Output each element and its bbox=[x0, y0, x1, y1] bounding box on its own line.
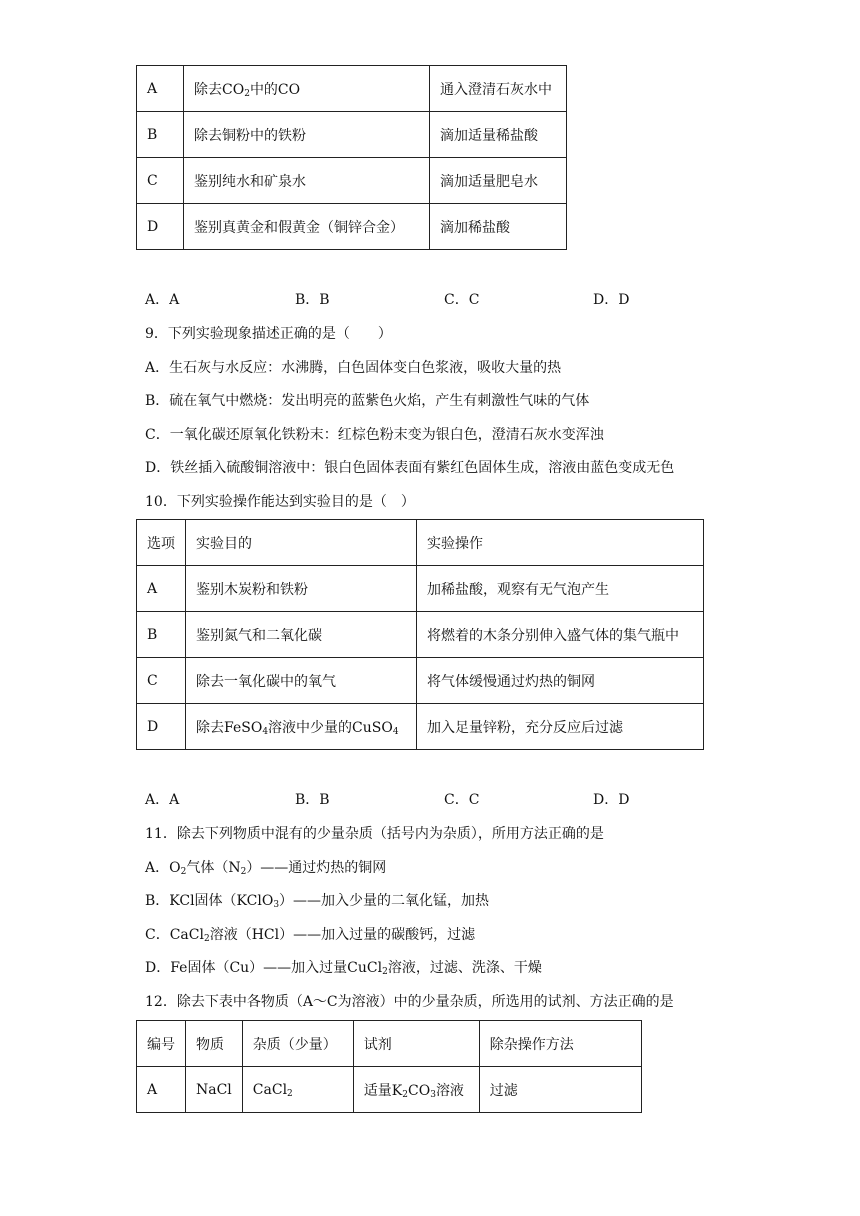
row-operation: 将燃着的木条分别伸入盛气体的集气瓶中 bbox=[417, 612, 704, 658]
header-operation: 实验操作 bbox=[417, 520, 704, 566]
option-d[interactable]: D．D bbox=[593, 292, 630, 308]
table-row bbox=[137, 1067, 642, 1113]
table-row bbox=[137, 566, 704, 612]
q11-option-d[interactable]: D．Fe固体（Cu）——加入过量CuCl$_2$溶液，过滤、洗涤、干燥 bbox=[145, 960, 542, 977]
row-method: 过滤 bbox=[479, 1067, 641, 1113]
row-label: D bbox=[137, 204, 184, 250]
q9-option-b[interactable]: B．硫在氧气中燃烧：发出明亮的蓝紫色火焰，产生有刺激性气味的气体 bbox=[145, 393, 590, 409]
q9-option-c[interactable]: C．一氧化碳还原氧化铁粉末：红棕色粉末变为银白色，澄清石灰水变浑浊 bbox=[145, 427, 604, 443]
q9-option-d[interactable]: D．铁丝插入硫酸铜溶液中：银白色固体表面有紫红色固体生成，溶液由蓝色变成无色 bbox=[145, 460, 675, 476]
q11-option-a[interactable]: A．$O_2$气体$(N_2)——$通过灼热的铜网 bbox=[145, 860, 387, 877]
row-method: 通入澄清石灰水中 bbox=[430, 66, 567, 112]
row-label: D bbox=[137, 704, 186, 750]
row-operation: 加入足量锌粉，充分反应后过滤 bbox=[417, 704, 704, 750]
row-impurity: CaCl$_2$ bbox=[242, 1067, 353, 1113]
row-operation: 除去$CO_2$中的CO bbox=[184, 66, 430, 112]
row-method: 滴加稀盐酸 bbox=[430, 204, 567, 250]
q12-stem: 12．除去下表中各物质（A～C为溶液）中的少量杂质，所选用的试剂、方法正确的是 bbox=[145, 994, 674, 1010]
option-d[interactable]: D．D bbox=[593, 792, 630, 808]
row-label: A bbox=[137, 566, 186, 612]
table-row bbox=[137, 158, 567, 204]
table-row bbox=[137, 612, 704, 658]
q12-table bbox=[136, 1020, 642, 1113]
q10-stem: 10．下列实验操作能达到实验目的是（ ） bbox=[145, 494, 415, 510]
header-reagent: 试剂 bbox=[353, 1021, 479, 1067]
row-label: A bbox=[137, 66, 184, 112]
table-row bbox=[137, 204, 567, 250]
row-reagent: 适量$K_2CO_3$溶液 bbox=[353, 1067, 479, 1113]
q8-options bbox=[145, 290, 665, 310]
table-row bbox=[137, 704, 704, 750]
row-goal: 除去一氧化碳中的氧气 bbox=[186, 658, 417, 704]
q10-table bbox=[136, 519, 704, 750]
row-operation: 将气体缓慢通过灼热的铜网 bbox=[417, 658, 704, 704]
option-b[interactable]: B．B bbox=[295, 292, 330, 308]
row-operation: 鉴别真黄金和假黄金（铜锌合金） bbox=[184, 204, 430, 250]
q9-option-a[interactable]: A．生石灰与水反应：水沸腾，白色固体变白色浆液，吸收大量的热 bbox=[145, 360, 562, 376]
row-operation: 除去铜粉中的铁粉 bbox=[184, 112, 430, 158]
header-method: 除杂操作方法 bbox=[479, 1021, 641, 1067]
q9-stem: 9．下列实验现象描述正确的是（ ） bbox=[145, 326, 392, 342]
row-label: B bbox=[137, 112, 184, 158]
option-c[interactable]: C．C bbox=[444, 292, 480, 308]
row-method: 滴加适量稀盐酸 bbox=[430, 112, 567, 158]
row-label: C bbox=[137, 658, 186, 704]
header-goal: 实验目的 bbox=[186, 520, 417, 566]
row-label: B bbox=[137, 612, 186, 658]
q10-options bbox=[145, 790, 665, 810]
row-label: A bbox=[137, 1067, 186, 1113]
q11-option-b[interactable]: B．KCl固体（KClO$_3$）——加入少量的二氧化锰，加热 bbox=[145, 893, 490, 910]
header-impurity: 杂质（少量） bbox=[242, 1021, 353, 1067]
row-goal: 鉴别氮气和二氧化碳 bbox=[186, 612, 417, 658]
header-option: 选项 bbox=[137, 520, 186, 566]
table-row bbox=[137, 66, 567, 112]
row-method: 滴加适量肥皂水 bbox=[430, 158, 567, 204]
row-label: C bbox=[137, 158, 184, 204]
option-a[interactable]: A．A bbox=[145, 292, 180, 308]
table-header-row bbox=[137, 520, 704, 566]
q11-option-c[interactable]: C．CaCl$_2$溶液（HCl）——加入过量的碳酸钙，过滤 bbox=[145, 927, 476, 944]
option-c[interactable]: C．C bbox=[444, 792, 480, 808]
row-operation: 加稀盐酸，观察有无气泡产生 bbox=[417, 566, 704, 612]
row-goal: 除去FeSO$_4$溶液中少量的CuSO$_4$ bbox=[186, 704, 417, 750]
q11-stem: 11．除去下列物质中混有的少量杂质（括号内为杂质），所用方法正确的是 bbox=[145, 826, 604, 842]
table-row bbox=[137, 112, 567, 158]
q8-table bbox=[136, 65, 567, 250]
option-b[interactable]: B．B bbox=[295, 792, 330, 808]
option-a[interactable]: A．A bbox=[145, 792, 180, 808]
header-substance: 物质 bbox=[186, 1021, 243, 1067]
row-operation: 鉴别纯水和矿泉水 bbox=[184, 158, 430, 204]
header-number: 编号 bbox=[137, 1021, 186, 1067]
row-goal: 鉴别木炭粉和铁粉 bbox=[186, 566, 417, 612]
table-header-row bbox=[137, 1021, 642, 1067]
table-row bbox=[137, 658, 704, 704]
row-substance: NaCl bbox=[186, 1067, 243, 1113]
